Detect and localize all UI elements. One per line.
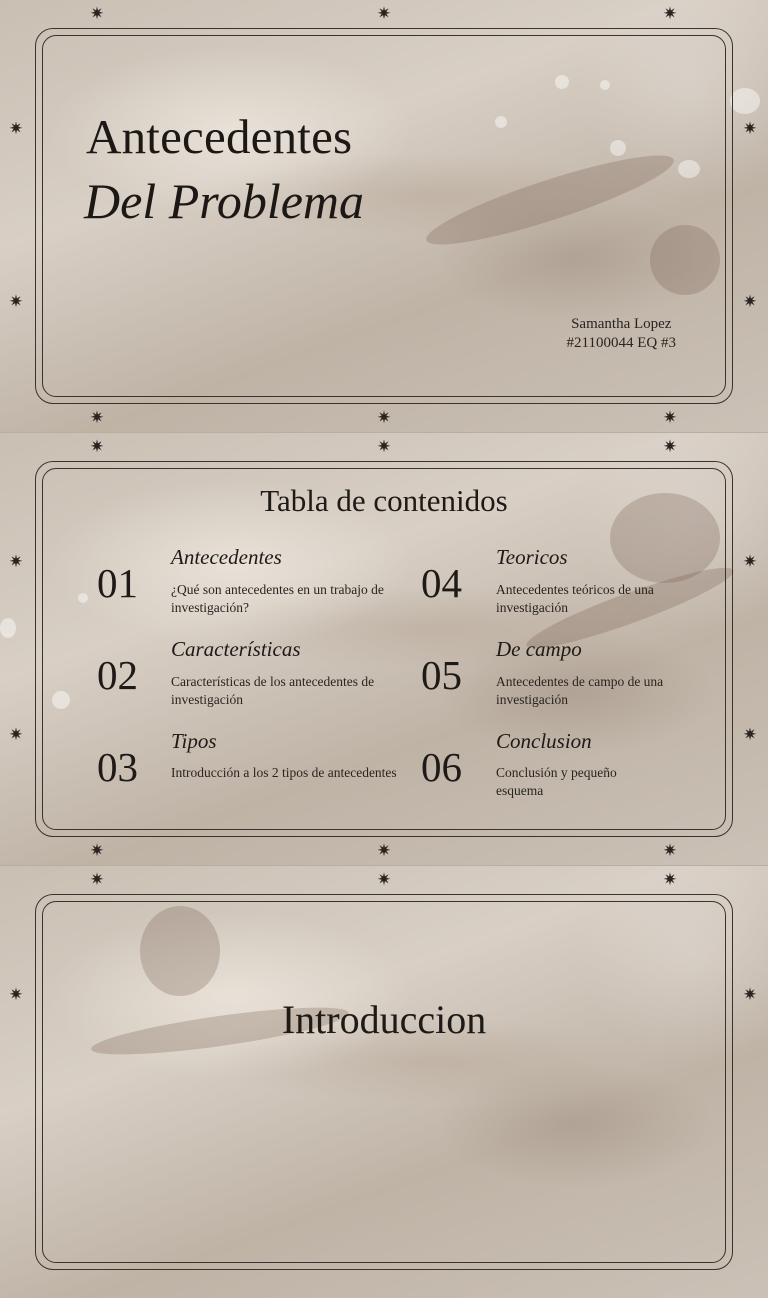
star-ornament-icon: ✷ [662,408,678,428]
slide-table-of-contents [0,433,768,865]
toc-item-description: Características de los antecedentes de investigación [171,674,375,707]
author-name: Samantha Lopez [571,316,672,332]
star-ornament-icon: ✷ [376,841,392,861]
star-ornament-icon: ✷ [8,725,24,745]
toc-item-heading: Conclusion [496,729,592,753]
star-ornament-icon: ✷ [662,870,678,890]
author-id: #21100044 EQ #3 [566,335,676,351]
star-ornament-icon: ✷ [8,292,24,312]
star-ornament-icon: ✷ [89,870,105,890]
star-ornament-icon: ✷ [742,292,758,312]
toc-item-number: 02 [97,652,138,698]
author-block [567,315,676,353]
star-ornament-icon: ✷ [376,4,392,24]
toc-item-number: 03 [97,744,138,790]
star-ornament-icon: ✷ [89,408,105,428]
frame-inner-border [42,901,726,1263]
star-ornament-icon: ✷ [742,119,758,139]
toc-item-description: Introducción a los 2 tipos de antecedentes [171,765,397,780]
toc-item-number: 04 [421,560,462,606]
star-ornament-icon: ✷ [8,985,24,1005]
paint-splatter [0,618,16,638]
toc-item-heading: Características [171,637,301,661]
toc-item-description: ¿Qué son antecedentes en un trabajo de investigación? [171,582,384,615]
toc-item-heading: Tipos [171,729,217,753]
toc-title: Tabla de contenidos [260,483,508,518]
star-ornament-icon: ✷ [742,985,758,1005]
star-ornament-icon: ✷ [376,870,392,890]
toc-item-heading: Antecedentes [171,545,282,569]
star-ornament-icon: ✷ [376,437,392,457]
star-ornament-icon: ✷ [8,552,24,572]
toc-item-heading: Teoricos [496,545,568,569]
presentation-title: Antecedentes [86,109,353,164]
presentation-subtitle: Del Problema [84,173,365,229]
toc-item-description: Conclusión y pequeño esquema [496,765,617,798]
star-ornament-icon: ✷ [89,4,105,24]
slide-title: Introduccion [281,997,487,1042]
slide-title [0,0,768,432]
star-ornament-icon: ✷ [742,725,758,745]
star-ornament-icon: ✷ [8,119,24,139]
toc-item-number: 06 [421,744,462,790]
paint-splatter [730,88,760,114]
star-ornament-icon: ✷ [89,437,105,457]
toc-item-number: 05 [421,652,462,698]
star-ornament-icon: ✷ [742,552,758,572]
slide-introduction [0,866,768,1298]
toc-item-number: 01 [97,560,138,606]
toc-item-description: Antecedentes teóricos de una investigación [496,582,654,615]
star-ornament-icon: ✷ [662,841,678,861]
star-ornament-icon: ✷ [662,437,678,457]
toc-item-description: Antecedentes de campo de una investigación [496,674,664,707]
toc-item-heading: De campo [496,637,582,661]
star-ornament-icon: ✷ [89,841,105,861]
star-ornament-icon: ✷ [376,408,392,428]
star-ornament-icon: ✷ [662,4,678,24]
